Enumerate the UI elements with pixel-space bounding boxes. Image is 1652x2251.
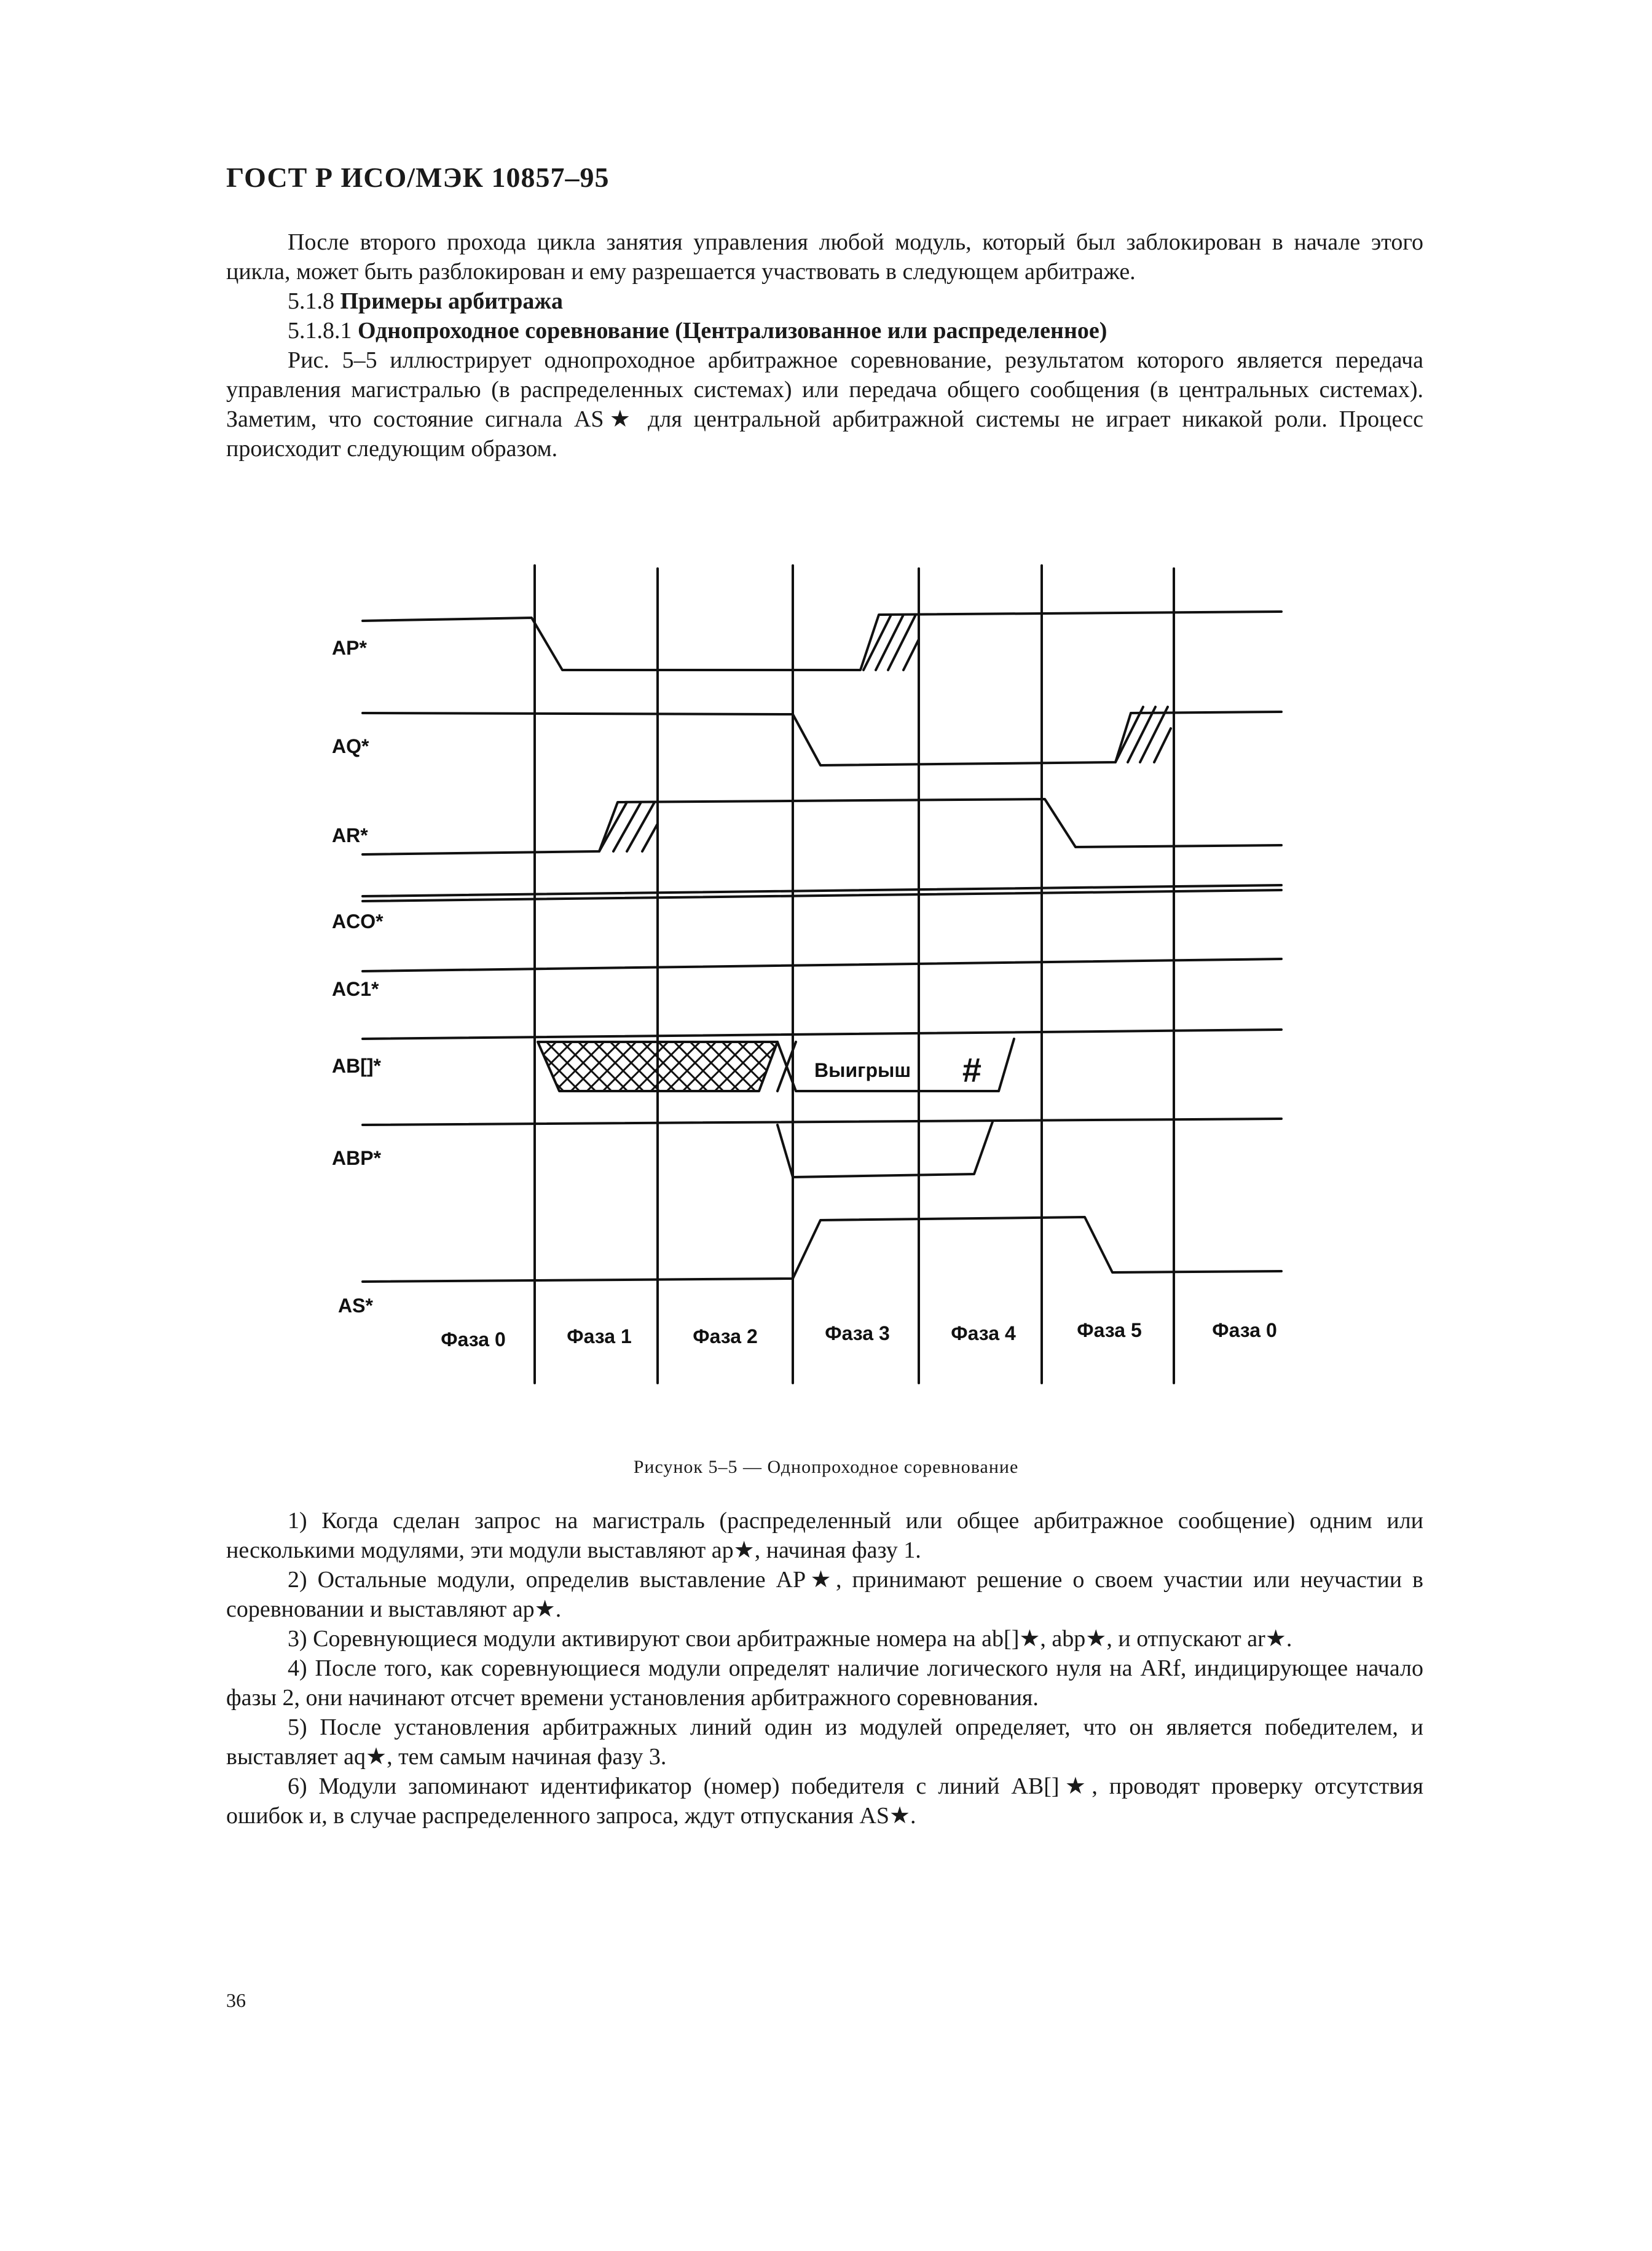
steps-list	[226, 1506, 1423, 1831]
ar-waveform	[363, 799, 1281, 854]
step-item: 3) Соревнующиеся модули активируют свои арбитражные номера на ab[]★, abp★, и отпускают ar★.	[288, 1626, 1292, 1652]
intro-paragraph: После второго прохода цикла занятия управления любой модуль, который был заблокирован в начале этого цикла, может быть разблокирован и ему разрешается участвовать в следующем арбитраже.	[226, 229, 1423, 285]
signal-label-abp: ABP*	[332, 1147, 382, 1169]
subsection-title: Однопроходное соревнование (Централизованное или распределенное)	[358, 318, 1107, 344]
ab-contention-region	[538, 1042, 777, 1091]
subsection-number: 5.1.8.1	[288, 318, 352, 344]
page-number: 36	[226, 1989, 246, 2011]
figure-caption: Рисунок 5–5 — Однопроходное соревнование	[633, 1457, 1019, 1477]
ab-idle-line	[363, 1030, 1281, 1039]
phase-label-1: Фаза 1	[567, 1325, 632, 1347]
step-item: 1) Когда сделан запрос на магистраль (распределенный или общее арбитражное сообщение) одним или несколькими модулями, эти модули выставляют ap★, начиная фазу 1.	[226, 1508, 1423, 1563]
page-header: ГОСТ Р ИСО/МЭК 10857–95	[226, 162, 610, 193]
section-number: 5.1.8	[288, 288, 334, 314]
step-item: 6) Модули запоминают идентификатор (номер) победителя с линий AB[]★, проводят проверку отсутствия ошибок и, в случае распределенного запроса, ждут отпускания AS★.	[226, 1773, 1423, 1829]
section-title: Примеры арбитража	[340, 288, 563, 314]
abp-drop	[777, 1122, 993, 1177]
ap-waveform	[363, 612, 1281, 670]
section-paragraph: Рис. 5–5 иллюстрирует однопроходное арбитражное соревнование, результатом которого является передача управления магистралью (в распределенных системах) или передача общего сообщения (в центральных системах). Заметим, что состояние сигнала AS★ для центральной арбитражной системы не играет никакой роли. Процесс происходит следующим образом.	[226, 347, 1423, 462]
bus-winner-label: Выигрыш	[814, 1059, 911, 1081]
ac1-waveform	[363, 959, 1281, 971]
abp-waveform	[363, 1119, 1281, 1125]
as-waveform	[363, 1217, 1281, 1282]
signal-label-ar: AR*	[332, 824, 368, 846]
phase-label-2: Фаза 2	[693, 1325, 758, 1347]
phase-label-3: Фаза 3	[825, 1322, 890, 1344]
signal-label-as: AS*	[338, 1295, 373, 1317]
ap-transition-hatch	[863, 615, 919, 670]
signal-label-aco: ACO*	[332, 910, 384, 932]
signal-label-ap: AP*	[332, 637, 367, 659]
bus-mark: #	[962, 1051, 981, 1089]
step-item: 2) Остальные модули, определив выставление AP★, принимают решение о своем участии или неучастии в соревновании и выставляют ap★.	[226, 1567, 1423, 1622]
signal-label-ac1: AC1*	[332, 978, 379, 1000]
step-item: 4) После того, как соревнующиеся модули определят наличие логического нуля на ARf, индицирующее начало фазы 2, они начинают отсчет времени установления арбитражного соревнования.	[226, 1655, 1423, 1711]
phase-label-5: Фаза 5	[1077, 1319, 1142, 1341]
phase-label-4: Фаза 4	[951, 1322, 1016, 1344]
signal-label-aq: AQ*	[332, 735, 369, 757]
signal-label-ab: AB[]*	[332, 1055, 381, 1077]
step-item: 5) После установления арбитражных линий один из модулей определяет, что он является победителем, и выставляет aq★, тем самым начиная фазу 3.	[226, 1714, 1423, 1770]
phase-label-0: Фаза 0	[441, 1328, 506, 1350]
phase-label-6: Фаза 0	[1212, 1319, 1277, 1341]
